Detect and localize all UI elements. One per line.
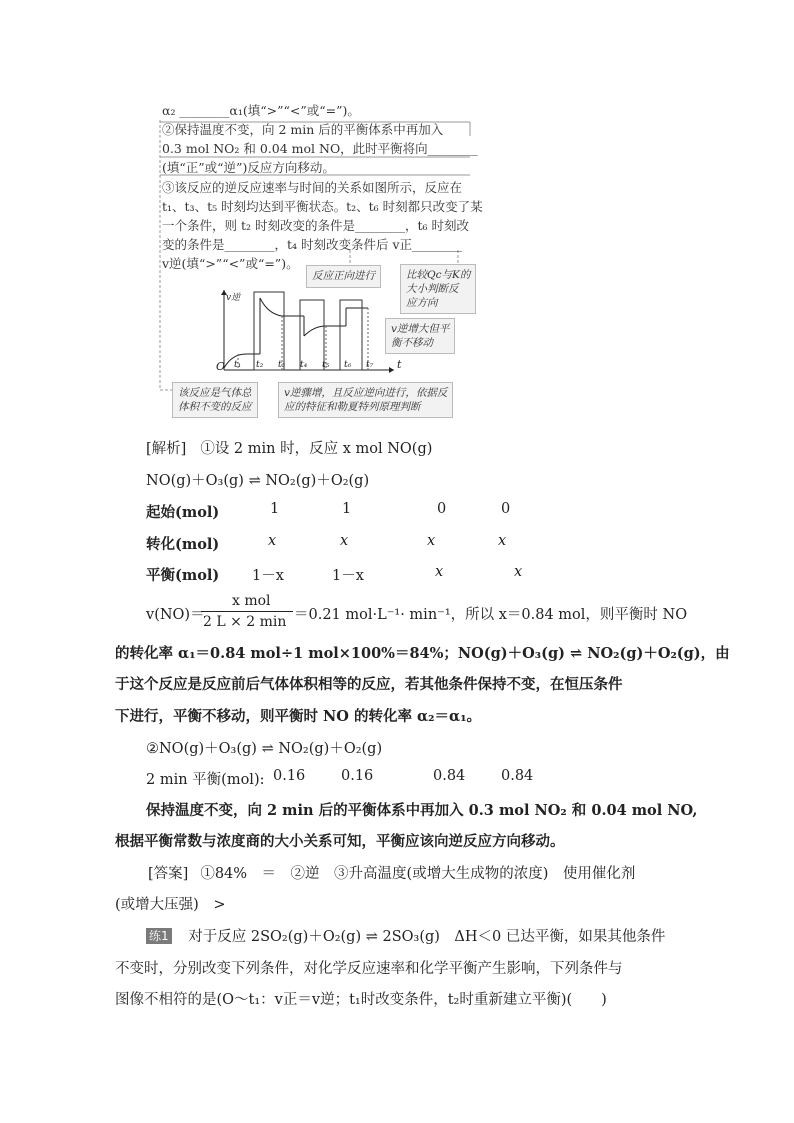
row-start-val: 1 (342, 501, 352, 517)
graph-tick: t₅ (322, 360, 330, 370)
row-eq-val: 1－x (332, 568, 364, 584)
rate-denominator: 2 L × 2 min (203, 614, 287, 630)
paragraph-1: 保持温度不变，向 2 min 后的平衡体系中再加入 0.3 mol NO₂ 和 0.04 mol NO, (146, 802, 698, 819)
eq2-val: 0.84 (433, 768, 466, 784)
practice-line-1 (146, 925, 665, 946)
practice-badge: 练1 (146, 928, 172, 944)
graph-tick: t₂ (256, 360, 264, 370)
row-label-start: 起始(mol) (146, 504, 220, 521)
q-line-3: 0.3 mol NO₂ 和 0.04 mol NO，此时平衡将向________ (162, 141, 478, 156)
row-change-val: x (427, 533, 436, 549)
note-volume-line: 体积不变的反应 (178, 401, 252, 413)
note-sudden-line: 应的特征和勒夏特列原理判断 (284, 401, 421, 413)
graph-origin: O (216, 360, 226, 373)
row-change-val: x (498, 533, 507, 549)
q-line-5: ③该反应的逆反应速率与时间的关系如图所示，反应在 (162, 180, 463, 195)
row-label-change: 转化(mol) (146, 536, 220, 553)
graph-tick: t₄ (300, 360, 308, 370)
practice-line-2: 不变时，分别改变下列条件，对化学反应速率和化学平衡产生影响，下列条件与 (115, 961, 623, 977)
graph-tick: t₇ (366, 360, 374, 370)
note-sudden (278, 382, 453, 418)
note-volume-line: 该反应是气体总 (178, 387, 252, 399)
analysis-intro: ①设 2 min 时，反应 x mol NO(g) (200, 441, 433, 457)
graph-x-label: t (397, 358, 402, 371)
practice-text-1: 对于反应 2SO₂(g)＋O₂(g) ⇌ 2SO₃(g) ΔH＜0 已达平衡，如果其他条件 (188, 929, 666, 945)
eq2-val: 0.16 (273, 768, 306, 784)
practice-line-3: 图像不相符的是(O～t₁：v正＝v逆；t₁时改变条件，t₂时重新建立平衡)( ) (115, 992, 607, 1008)
graph-tick: t₁ (234, 360, 242, 370)
answer-line-1 (146, 862, 635, 883)
eq2-label: 2 min 平衡(mol): (146, 772, 265, 788)
q-line-2: ②保持温度不变，向 2 min 后的平衡体系中再加入 (162, 122, 444, 137)
conversion-line-3: 下进行，平衡不移动，则平衡时 NO 的转化率 α₂＝α₁。 (115, 708, 482, 725)
rate-fraction-line (201, 611, 293, 612)
answer-text-1: ①84% ＝ ②逆 ③升高温度(或增大生成物的浓度) 使用催化剂 (200, 866, 636, 882)
q-line-7: 一个条件，则 t₂ 时刻改变的条件是________，t₆ 时刻改 (162, 218, 469, 233)
q-line-8: 变的条件是________，t₄ 时刻改变条件后 v正________ (162, 237, 463, 252)
row-eq-val: 1－x (252, 568, 284, 584)
rate-lhs: v(NO)＝ (146, 607, 205, 623)
row-label-eq: 平衡(mol) (146, 567, 220, 584)
equation-2: ②NO(g)＋O₃(g) ⇌ NO₂(g)＋O₂(g) (146, 741, 383, 757)
paragraph-2: 根据平衡常数与浓度商的大小关系可知，平衡应该向逆反应方向移动。 (115, 833, 565, 850)
analysis-equation: NO(g)＋O₃(g) ⇌ NO₂(g)＋O₂(g) (146, 473, 370, 489)
row-change-val: x (340, 533, 349, 549)
row-eq-val: x (435, 564, 444, 580)
graph-tick: t₆ (344, 360, 352, 370)
graph-y-label: v逆 (226, 293, 241, 303)
q-line-9: v逆(填“>”“<”或“=”)。 (162, 256, 299, 271)
note-increase-line: v逆增大但平 (391, 323, 450, 335)
note-compare-line: 比较Qc与K的 (406, 269, 471, 281)
question-figure (158, 102, 483, 413)
conversion-line-2: 于这个反应是反应前后气体体积相等的反应，若其他条件保持不变，在恒压条件 (115, 676, 623, 693)
eq2-val: 0.16 (341, 768, 374, 784)
note-increase-line: 衡不移动 (391, 337, 433, 349)
row-eq-val: x (514, 564, 523, 580)
note-volume (172, 382, 258, 418)
q-line-6: t₁、t₃、t₅ 时刻均达到平衡状态。t₂、t₆ 时刻都只改变了某 (162, 199, 483, 214)
note-sudden-line: v逆骤增，且反应逆向进行，依据反 (284, 387, 448, 399)
rate-rhs: ＝0.21 mol·L⁻¹· min⁻¹，所以 x＝0.84 mol，则平衡时 NO (294, 607, 688, 623)
graph-tick: t₃ (278, 360, 286, 370)
note-compare (400, 264, 476, 314)
q-line-4: (填“正”或“逆”)反应方向移动。 (162, 160, 335, 175)
rate-numerator: x mol (232, 593, 271, 609)
row-start-val: 1 (270, 501, 280, 517)
eq2-val: 0.84 (501, 768, 534, 784)
note-compare-line: 大小判断反 (406, 283, 459, 295)
answer-line-2: (或增大压强) > (115, 897, 226, 913)
row-change-val: x (268, 533, 277, 549)
note-compare-line: 应方向 (406, 297, 438, 309)
row-start-val: 0 (501, 501, 511, 517)
answer-label: [答案] (148, 866, 189, 882)
conversion-line-1: 的转化率 α₁＝0.84 mol÷1 mol×100%＝84%；NO(g)＋O₃(g) ⇌ NO₂(g)＋O₂(g)，由 (115, 645, 730, 662)
analysis-intro-line (146, 437, 432, 458)
analysis-label: [解析] (146, 441, 187, 457)
note-forward: 反应正向进行 (306, 265, 381, 288)
row-start-val: 0 (437, 501, 447, 517)
q-line-1: α₂ ________α₁(填“>”“<”或“=”)。 (162, 103, 360, 118)
